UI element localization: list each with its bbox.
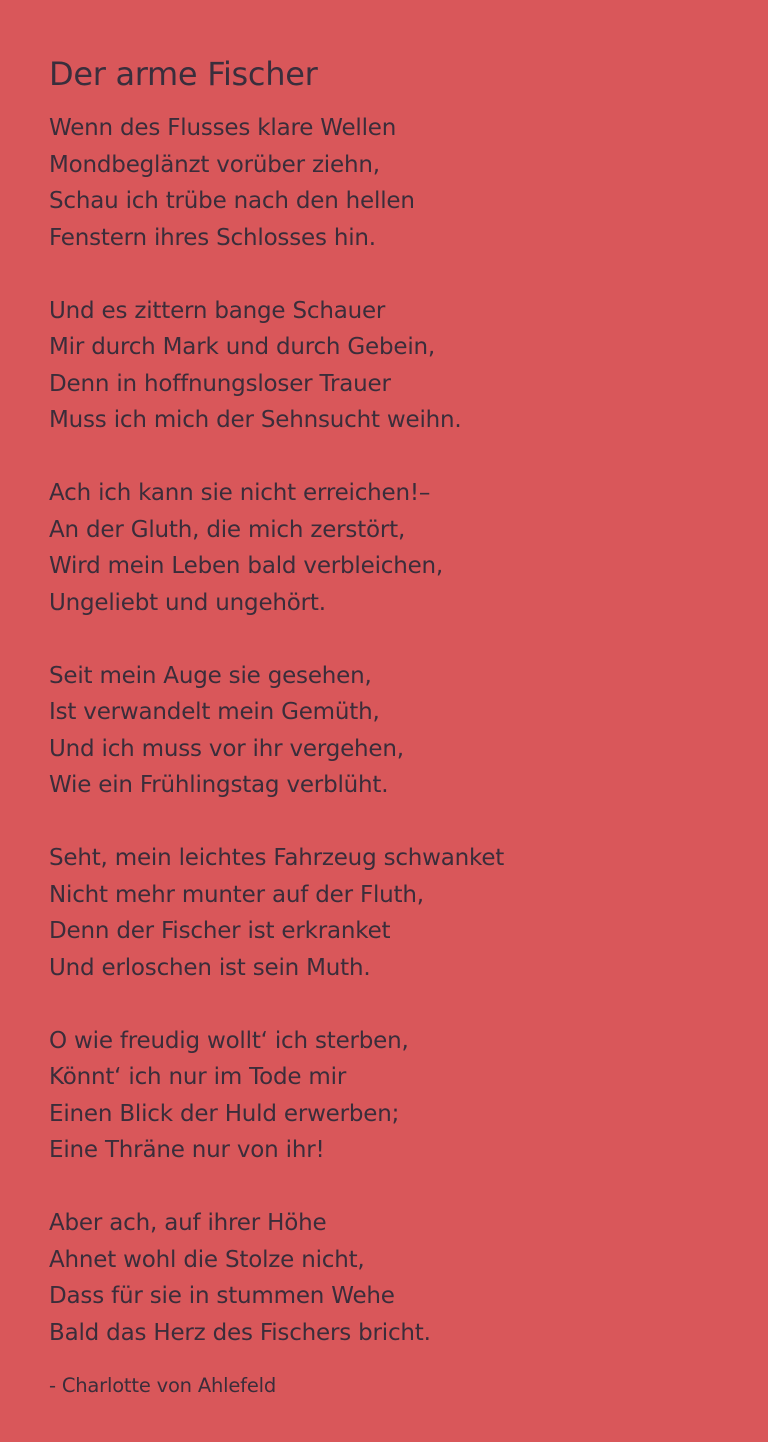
poem-line: Könnt‘ ich nur im Tode mir — [49, 1064, 347, 1090]
stanza-4 — [49, 658, 768, 804]
poem-line: Mondbeglänzt vorüber ziehn, — [49, 151, 380, 178]
poem-line: Seit mein Auge sie gesehen, — [49, 662, 372, 689]
poem-line: Und ich muss vor ihr vergehen, — [49, 735, 404, 762]
poem-line: Einen Blick der Huld erwerben; — [49, 1100, 400, 1127]
poem-body — [49, 110, 768, 1351]
poem-line: Wie ein Frühlingstag verblüht. — [49, 772, 389, 798]
poem-line: Wird mein Leben bald verbleichen, — [49, 553, 444, 579]
poem-line: Dass für sie in stummen Wehe — [49, 1283, 395, 1309]
stanza-1 — [49, 110, 768, 256]
poem-line: An der Gluth, die mich zerstört, — [49, 516, 406, 543]
poem-line: O wie freudig wollt‘ ich sterben, — [49, 1027, 409, 1054]
poem-line: Wenn des Flusses klare Wellen — [49, 115, 397, 141]
poem-author: - Charlotte von Ahlefeld — [49, 1373, 277, 1397]
poem-line: Denn in hoffnungsloser Trauer — [49, 370, 391, 397]
poem-line: Nicht mehr munter auf der Fluth, — [49, 881, 424, 908]
poem-line: Muss ich mich der Sehnsucht weihn. — [49, 407, 462, 433]
poem-line: Ahnet wohl die Stolze nicht, — [49, 1246, 365, 1273]
poem-line: Denn der Fischer ist erkranket — [49, 918, 391, 944]
poem-line: Eine Thräne nur von ihr! — [49, 1137, 325, 1163]
poem-line: Schau ich trübe nach den hellen — [49, 188, 415, 214]
poem-line: Seht, mein leichtes Fahrzeug schwanket — [49, 845, 505, 871]
poem-line: Ist verwandelt mein Gemüth, — [49, 699, 380, 725]
stanza-6 — [49, 1023, 768, 1169]
stanza-2 — [49, 293, 768, 439]
poem-line: Und erloschen ist sein Muth. — [49, 954, 371, 981]
poem-line: Und es zittern bange Schauer — [49, 297, 386, 324]
stanza-3 — [49, 475, 768, 621]
stanza-7 — [49, 1205, 768, 1351]
poem-line: Ungeliebt und ungehört. — [49, 589, 326, 616]
poem-line: Bald das Herz des Fischers bricht. — [49, 1319, 431, 1346]
poem-title: Der arme Fischer — [49, 55, 318, 93]
poem-line: Fenstern ihres Schlosses hin. — [49, 224, 376, 251]
poem-line: Mir durch Mark und durch Gebein, — [49, 334, 436, 360]
stanza-5 — [49, 840, 768, 986]
poem-line: Aber ach, auf ihrer Höhe — [49, 1210, 327, 1236]
poem-line: Ach ich kann sie nicht erreichen!– — [49, 480, 431, 506]
